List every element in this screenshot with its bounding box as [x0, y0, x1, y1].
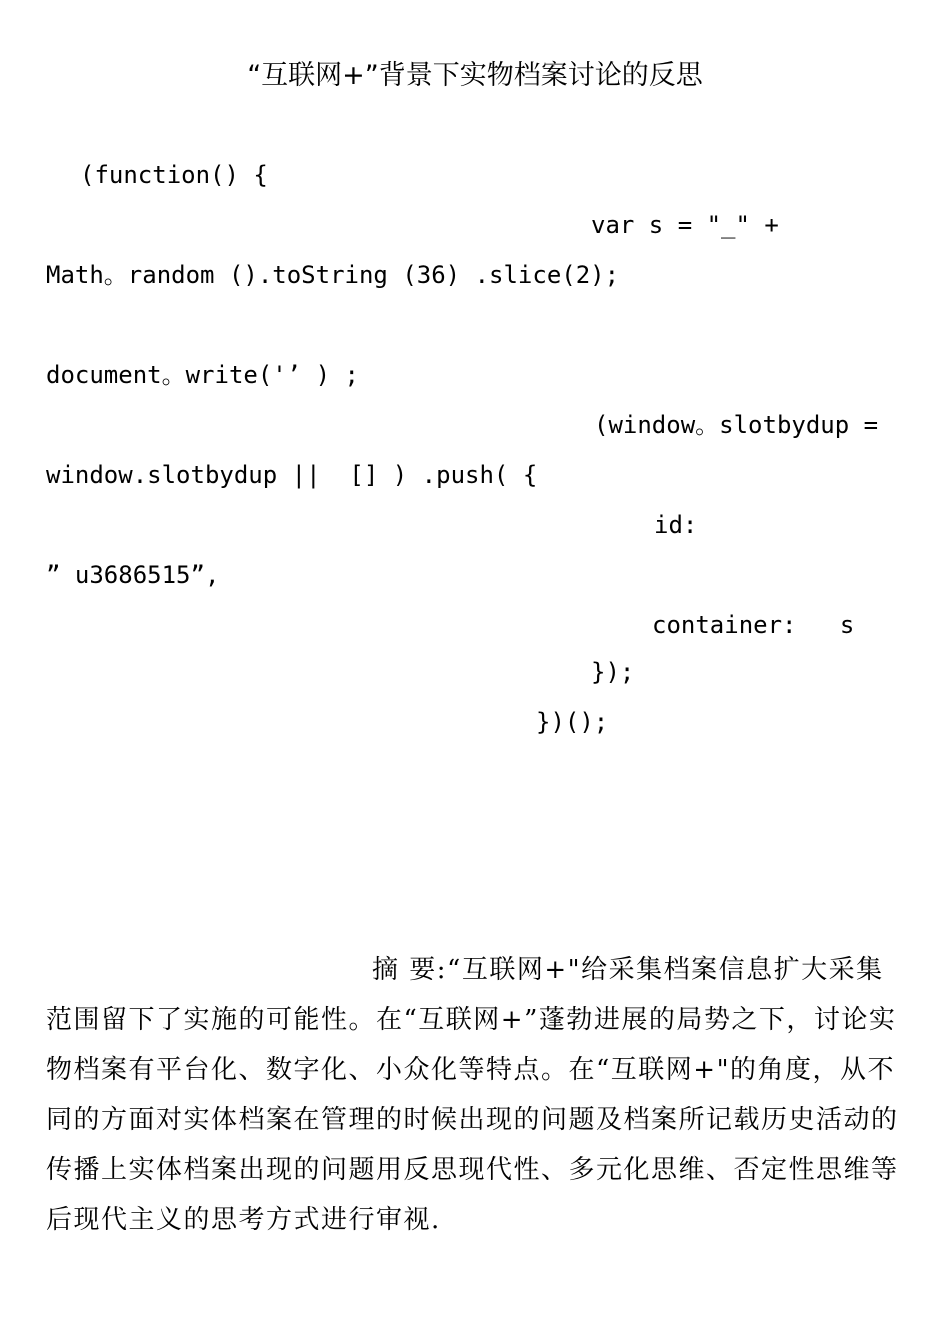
code-line-2: var s = "_" + — [591, 211, 779, 239]
code-line-7: id: — [654, 511, 698, 539]
code-line-10: }); — [591, 658, 635, 686]
code-line-8: ” u3686515”, — [46, 561, 220, 589]
code-line-5: (window。slotbydup = — [594, 411, 879, 439]
abstract-paragraph — [46, 945, 904, 1245]
code-line-1: (function() { — [80, 161, 268, 189]
abstract-text: “互联网+"给采集档案信息扩大采集范围留下了实施的可能性。在“互联网+”蓬勃进展的局势之下，讨论实物档案有平台化、数字化、小众化等特点。在“互联网+"的角度，从不同的方面对实体档案在管理的时候出现的问题及档案所记载历史活动的传播上实体档案出现的问题用反思现代性、多元化思维、否定性思维等后现代主义的思考方式进行审视. — [46, 955, 899, 1235]
code-line-11: })(); — [536, 708, 609, 736]
code-line-6: window.slotbydup || [] ) .push( { — [46, 461, 538, 489]
document-title: “互联网+”背景下实物档案讨论的反思 — [247, 60, 703, 91]
code-line-3: Math。random ().toString (36) .slice(2); — [46, 261, 620, 289]
code-line-4: document。write('’ ) ; — [46, 361, 359, 389]
abstract-label: 摘 要: — [372, 955, 448, 985]
code-line-9: container: s — [652, 611, 855, 639]
